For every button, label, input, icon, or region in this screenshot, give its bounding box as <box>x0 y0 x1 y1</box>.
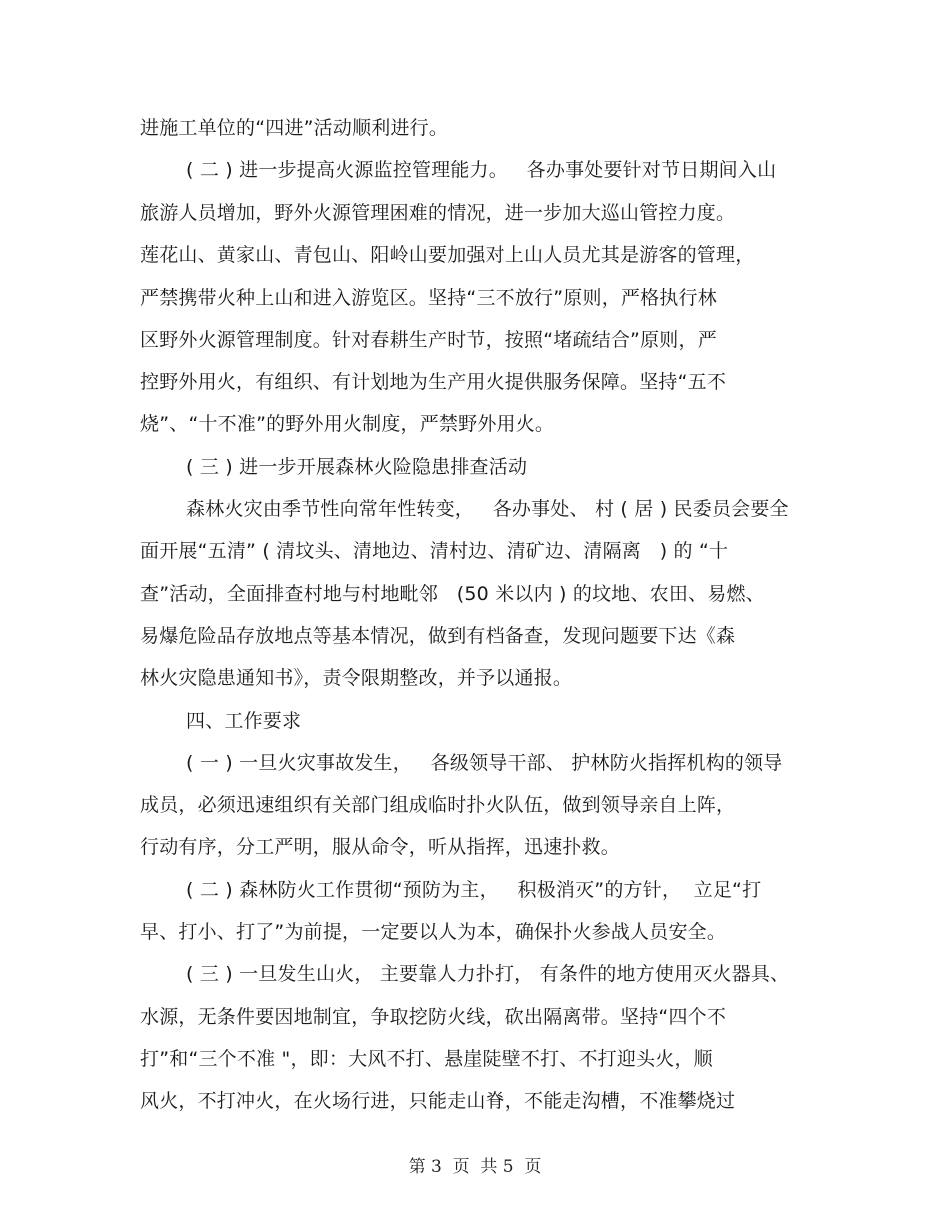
paragraph-line: ( 二 ) 进一步提高火源监控管理能力。 各办事处要针对节日期间入山 <box>186 159 777 181</box>
paragraph-line: 旅游人员增加，野外火源管理困难的情况，进一步加大巡山管控力度。 <box>140 202 736 224</box>
paragraph-line: ( 三 ) 一旦发生山火， 主要靠人力扑打， 有条件的地方使用灭火器具、 <box>186 963 790 985</box>
paragraph-line: 莲花山、黄家山、青包山、阳岭山要加强对上山人员尤其是游客的管理， <box>140 244 755 266</box>
paragraph-line: 严禁携带火种上山和进入游览区。坚持“三不放行”原则，严格执行林 <box>140 287 717 309</box>
paragraph-line: ( 二 ) 森林防火工作贯彻“预防为主， 积极消灭”的方针， 立足“打 <box>186 879 762 901</box>
paragraph-line: 查”活动，全面排查村地与村地毗邻 (50 米以内 ) 的坟地、农田、易燃、 <box>140 583 765 605</box>
paragraph-line: 水源，无条件要因地制宜，争取挖防火线，砍出隔离带。坚持“四个不 <box>140 1006 727 1028</box>
paragraph-line: 林火灾隐患通知书》，责令限期整改，并予以通报。 <box>140 667 573 689</box>
paragraph-line: ( 一 ) 一旦火灾事故发生， 各级领导干部、 护林防火指挥机构的领导 <box>186 752 783 774</box>
paragraph-line: 森林火灾由季节性向常年性转变， 各办事处、 村 ( 居 ) 民委员会要全 <box>186 498 789 520</box>
paragraph-line: 行动有序，分工严明，服从命令，听从指挥，迅速扑救。 <box>140 836 621 858</box>
section-heading: 四、工作要求 <box>186 710 302 732</box>
paragraph-line: 面开展“五清” ( 清坟头、清地边、清村边、清矿边、清隔离 ) 的 “十 <box>140 540 729 562</box>
paragraph-line: 打”和“三个不准 "，即：大风不打、悬崖陡壁不打、不打迎头火，顺 <box>140 1048 713 1070</box>
paragraph-line: 控野外用火，有组织、有计划地为生产用火提供服务保障。坚持“五不 <box>140 371 727 393</box>
paragraph-line: 风火，不打冲火，在火场行进，只能走山脊，不能走沟槽，不准攀烧过 <box>140 1090 736 1112</box>
paragraph-line: 烧”、“十不准”的野外用火制度，严禁野外用火。 <box>140 413 555 435</box>
paragraph-line: 成员，必须迅速组织有关部门组成临时扑火队伍，做到领导亲自上阵， <box>140 794 736 816</box>
paragraph-line: 易爆危险品存放地点等基本情况，做到有档备查，发现问题要下达《森 <box>140 625 736 647</box>
paragraph-line: 早、打小、打了”为前提，一定要以人为本，确保扑火参战人员安全。 <box>140 921 727 943</box>
paragraph-line: 区野外火源管理制度。针对春耕生产时节，按照“堵疏结合”原则，严 <box>140 329 717 351</box>
paragraph-line: 进施工单位的“四进”活动顺利进行。 <box>140 117 449 139</box>
page-number-footer: 第 3 页 共 5 页 <box>408 1157 542 1177</box>
section-heading: ( 三 ) 进一步开展森林火险隐患排查活动 <box>186 456 528 478</box>
